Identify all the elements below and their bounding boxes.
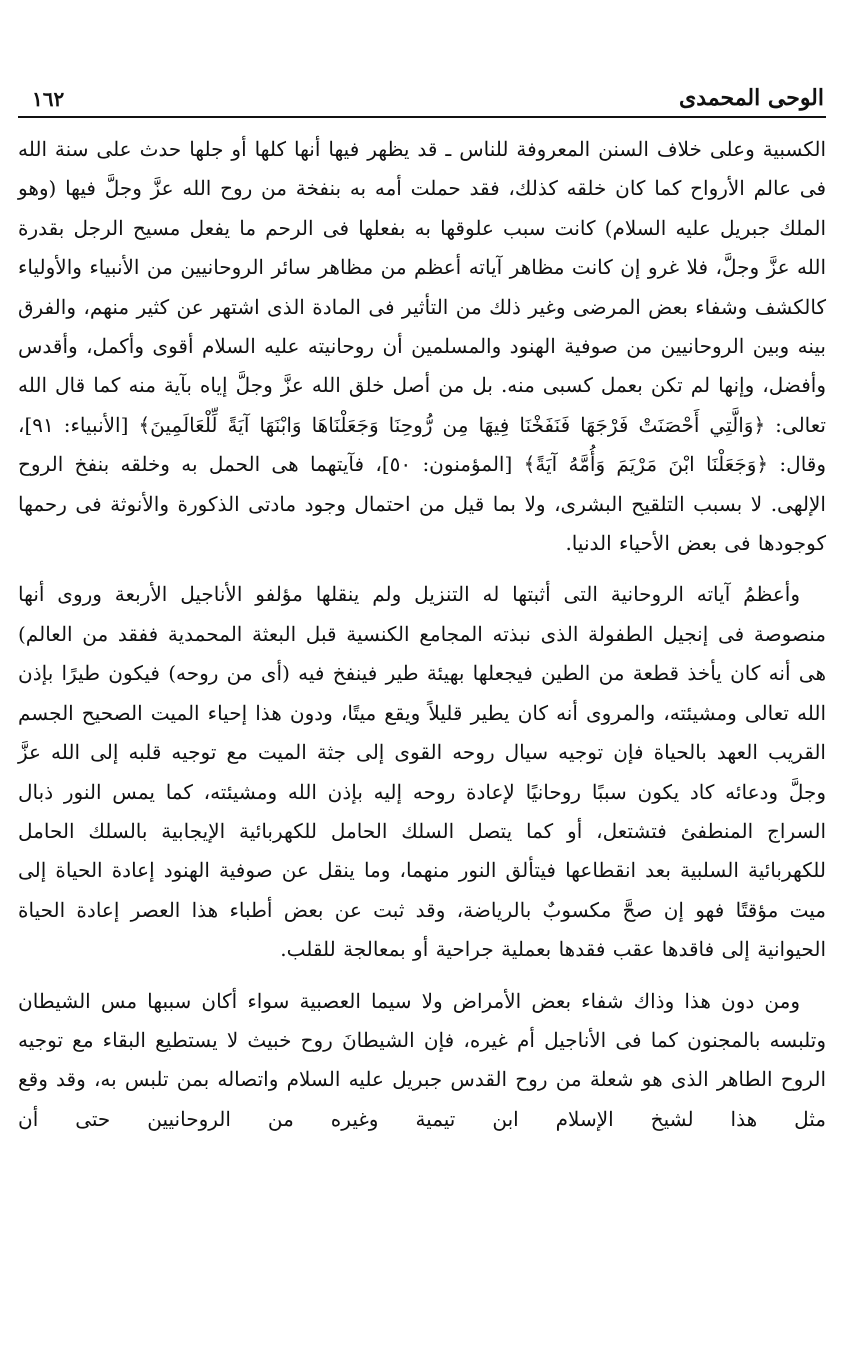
page-number: ١٦٢ bbox=[32, 87, 65, 111]
body-text bbox=[18, 130, 826, 1139]
paragraph-1: الكسبية وعلى خلاف السنن المعروفة للناس ـ قد يظهر فيها أنها كلها أو جلها حدث على سنة الله فى عالم الأرواح كما كان خلقه كذلك، فقد حملت أمه به بنفخة من روح الله عزَّ وجلَّ فيها (وهو الملك جبريل عليه السلام) كانت سبب علوقها به بفعلها فى الرحم ما يفعل مسيح الرجل بقدرة الله عزَّ وجلَّ، فلا غرو إن كانت مظاهر آياته أعظم من مظاهر سائر الروحانيين من الأنبياء والأولياء كالكشف وشفاء بعض المرضى وغير ذلك من التأثير فى المادة الذى اشتهر عن كثير منهم، والفرق بينه وبين الروحانيين من صوفية الهنود والمسلمين أن روحانيته عليه السلام أقوى وأكمل، وأقدس وأفضل، وإنها لم تكن بعمل كسبى منه. بل من أصل خلق الله عزَّ وجلَّ إياه بآية منه كما قال الله تعالى: ﴿وَالَّتِي أَحْصَنَتْ فَرْجَهَا فَنَفَخْنَا فِيهَا مِن رُّوحِنَا وَجَعَلْنَاهَا وَابْنَهَا آيَةً لِّلْعَالَمِينَ﴾ [الأنبياء: ٩١]، وقال: ﴿وَجَعَلْنَا ابْنَ مَرْيَمَ وَأُمَّهُ آيَةً﴾ [المؤمنون: ٥٠]، فآيتهما هى الحمل به وخلقه بنفخ الروح الإلهى. لا بسبب التلقيح البشرى، ولا بما قيل من احتمال وجود مادتى الذكورة والأنوثة فى رحمها كوجودها فى بعض الأحياء الدنيا. bbox=[18, 137, 827, 556]
paragraph-3: ومن دون هذا وذاك شفاء بعض الأمراض ولا سيما العصبية سواء أكان سببها مس الشيطان وتلبسه بالمجنون كما فى الأناجيل أم غيره، فإن الشيطانَ روح خبيث لا يستطيع البقاء مع توجيه الروح الطاهر الذى هو شعلة من روح القدس جبريل عليه السلام واتصاله بمن تلبس به، وقد وقع مثل هذا لشيخ الإسلام ابن تيمية وغيره من الروحانيين حتى أن bbox=[18, 988, 826, 1131]
paragraph-2: وأعظمُ آياته الروحانية التى أثبتها له التنزيل ولم ينقلها مؤلفو الأناجيل الأربعة وروى أنها منصوصة فى إنجيل الطفولة الذى نبذته المجامع الكنسية قبل البعثة المحمدية ففقد من العالم) هى أنه كان يأخذ قطعة من الطين فيجعلها بهيئة طير فينفخ فيه (أى من روحه) فيكون طيرًا بإذن الله تعالى ومشيئته، والمروى أنه كان يطير قليلاً ويقع ميتًا، ودون هذا إحياء الميت الصحيح الجسم القريب العهد بالحياة فإن توجيه سيال روحه القوى إلى جثة الميت مع توجيه قلبه إلى الله عزَّ وجلَّ ودعائه كاد يكون سببًا روحانيًا لإعادة روحه إليه بإذن الله ومشيئته، كما يمس النور ذبال السراج المنطفئ فتشتعل، أو كما يتصل السلك الحامل للكهربائية الإيجابية بالسلك الحامل للكهربائية السلبية بعد انقطاعها فيتألق النور منهما، وما ينقل عن صوفية الهنود إعادة الحياة إلى ميت مؤقتًا فهو إن صحَّ مكسوبٌ بالرياضة، وقد ثبت عن بعض أطباء هذا العصر إعادة الحياة الحيوانية إلى فاقدها عقب فقدها بعملية جراحية أو بمعالجة للقلب. bbox=[18, 582, 826, 962]
book-page bbox=[18, 80, 826, 1350]
book-title: الوحى المحمدى bbox=[679, 85, 824, 111]
running-header bbox=[18, 80, 826, 118]
